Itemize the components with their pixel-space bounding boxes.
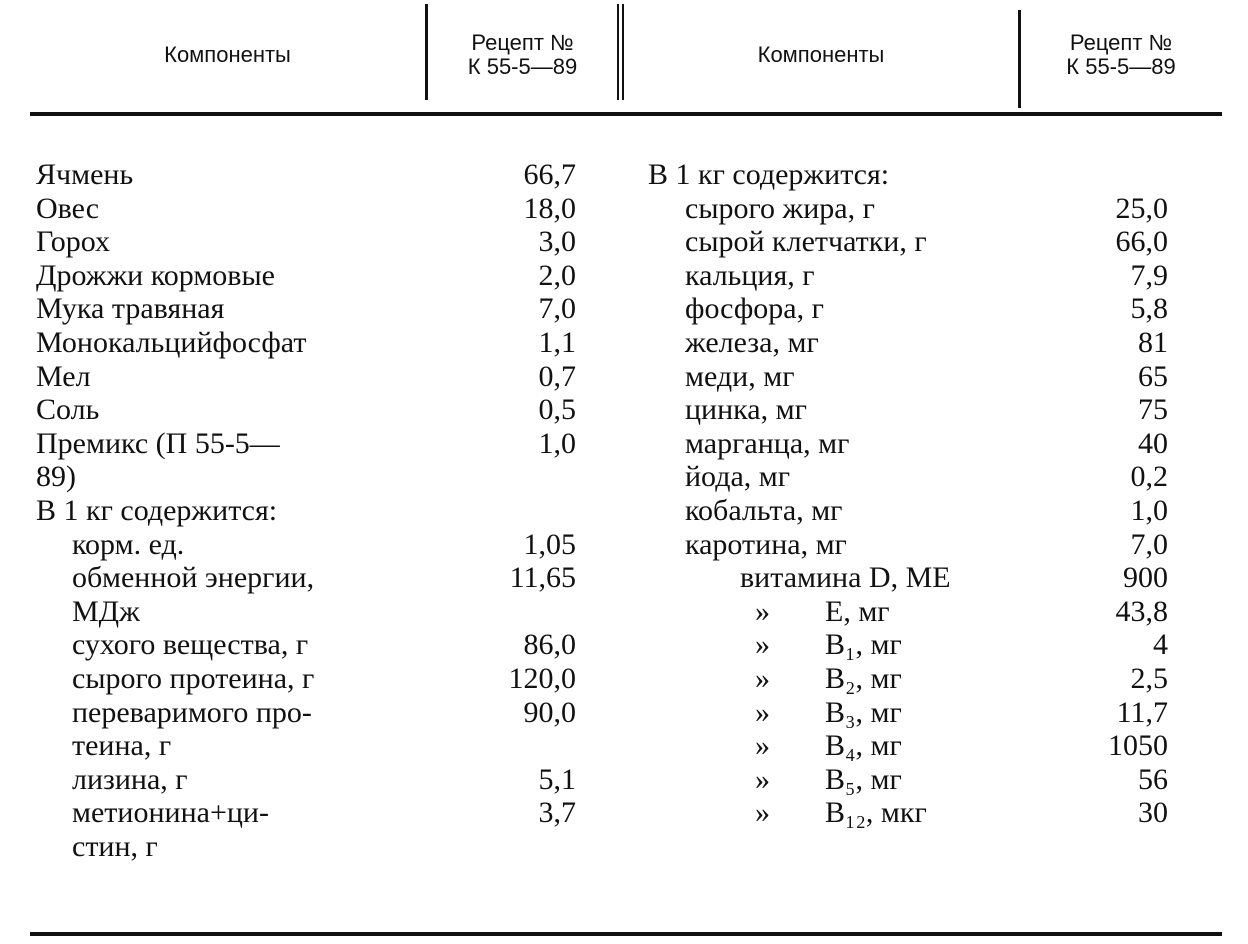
left-component-label: Горох bbox=[36, 225, 110, 259]
right-component-label: каротина, мг bbox=[685, 527, 847, 561]
left-component-label: МДж bbox=[72, 594, 140, 628]
left-component-label: В 1 кг содержится: bbox=[36, 494, 278, 527]
left-recipe-value: 0,7 bbox=[538, 359, 576, 393]
right-component-label: B₁₂, мкг bbox=[825, 796, 927, 830]
left-recipe-value: 1,1 bbox=[538, 326, 576, 359]
left-recipe-value: 7,0 bbox=[538, 292, 576, 326]
right-component-label: сырой клетчатки, г bbox=[685, 225, 927, 259]
right-component-label: цинка, мг bbox=[685, 393, 807, 427]
header-recipe-right: Рецепт № К 55-5—89 bbox=[1066, 30, 1176, 79]
right-recipe-value: 56 bbox=[1138, 762, 1168, 796]
right-ditto-mark: » bbox=[755, 594, 770, 628]
top-rule bbox=[30, 112, 1222, 116]
right-recipe-value: 25,0 bbox=[1115, 191, 1168, 225]
right-recipe-value: 1,0 bbox=[1130, 494, 1168, 527]
right-component-label: йода, мг bbox=[685, 460, 791, 494]
right-recipe-value: 66,0 bbox=[1115, 225, 1168, 259]
right-ditto-mark: » bbox=[755, 628, 770, 662]
right-component-label: кобальта, мг bbox=[685, 494, 843, 527]
right-recipe-value: 0,2 bbox=[1130, 460, 1168, 494]
right-component-label: B₂, мг bbox=[825, 662, 902, 695]
header-recipe-left: Рецепт № К 55-5—89 bbox=[467, 30, 578, 79]
left-component-label: Овес bbox=[36, 191, 100, 225]
right-component-label: сырого жира, г bbox=[685, 191, 875, 225]
right-recipe-value: 40 bbox=[1138, 426, 1168, 460]
left-component-label: стин, г bbox=[72, 830, 158, 863]
right-recipe-value: 1050 bbox=[1108, 729, 1168, 763]
left-component-label: лизина, г bbox=[72, 762, 188, 796]
header-components-left: Компоненты bbox=[164, 42, 291, 67]
right-component-label: Е, мг bbox=[825, 594, 890, 628]
left-component-label: сухого вещества, г bbox=[72, 628, 309, 662]
right-component-label: B₄, мг bbox=[825, 729, 902, 763]
left-component-label: обменной энергии, bbox=[72, 561, 315, 595]
left-component-label: Ячмень bbox=[36, 158, 134, 191]
left-component-label: 89) bbox=[36, 460, 76, 494]
left-component-label: Мел bbox=[36, 359, 91, 393]
header-divider-2a bbox=[617, 4, 619, 100]
right-ditto-mark: » bbox=[755, 796, 770, 830]
right-recipe-value: 900 bbox=[1123, 561, 1168, 595]
left-component-label: теина, г bbox=[72, 729, 172, 763]
left-recipe-value: 18,0 bbox=[523, 191, 576, 225]
left-component-label: переваримого про- bbox=[72, 695, 312, 729]
right-recipe-value: 65 bbox=[1138, 359, 1168, 393]
right-recipe-value: 75 bbox=[1138, 393, 1168, 427]
right-recipe-value: 5,8 bbox=[1130, 292, 1168, 326]
left-recipe-value: 11,65 bbox=[509, 561, 576, 595]
left-recipe-value: 5,1 bbox=[538, 762, 576, 796]
right-component-label: марганца, мг bbox=[685, 426, 850, 460]
left-recipe-value: 3,7 bbox=[538, 796, 576, 830]
left-recipe-value: 1,05 bbox=[523, 527, 576, 561]
right-component-label: меди, мг bbox=[685, 359, 795, 393]
left-component-label: Мука травяная bbox=[36, 292, 225, 326]
right-ditto-mark: » bbox=[755, 662, 770, 695]
right-recipe-value: 2,5 bbox=[1130, 662, 1168, 695]
left-component-label: Соль bbox=[36, 393, 100, 427]
right-section-heading: В 1 кг содержится: bbox=[648, 158, 890, 191]
left-component-label: корм. ед. bbox=[72, 527, 185, 561]
left-recipe-value: 86,0 bbox=[523, 628, 576, 662]
right-component-label: B₃, мг bbox=[825, 695, 902, 729]
right-recipe-value: 11,7 bbox=[1116, 695, 1168, 729]
right-component-label: B₁, мг bbox=[825, 628, 902, 662]
left-component-label: Дрожжи кормовые bbox=[36, 258, 275, 292]
right-ditto-mark: » bbox=[755, 762, 770, 796]
left-recipe-value: 3,0 bbox=[538, 225, 576, 259]
left-component-label: Монокальцийфосфат bbox=[36, 326, 307, 359]
left-recipe-value: 1,0 bbox=[538, 426, 576, 460]
right-recipe-value: 7,9 bbox=[1130, 258, 1168, 292]
right-recipe-value: 7,0 bbox=[1130, 527, 1168, 561]
right-ditto-mark: » bbox=[755, 729, 770, 763]
right-recipe-value: 4 bbox=[1153, 628, 1168, 662]
right-component-label: B₅, мг bbox=[825, 762, 902, 796]
left-component-label: сырого протеина, г bbox=[72, 662, 315, 695]
left-recipe-value: 120,0 bbox=[508, 662, 576, 695]
left-recipe-value: 2,0 bbox=[538, 258, 576, 292]
left-recipe-value: 0,5 bbox=[538, 393, 576, 427]
left-component-label: Премикс (П 55-5— bbox=[36, 426, 280, 460]
left-recipe-value: 90,0 bbox=[523, 695, 576, 729]
left-recipe-value: 66,7 bbox=[523, 158, 576, 191]
right-component-label: железа, мг bbox=[685, 326, 819, 359]
right-recipe-value: 81 bbox=[1138, 326, 1168, 359]
bottom-rule bbox=[30, 932, 1222, 936]
right-recipe-value: 30 bbox=[1138, 796, 1168, 830]
right-ditto-mark: » bbox=[755, 695, 770, 729]
right-component-label: фосфора, г bbox=[685, 292, 824, 326]
right-component-label: витамина D, МЕ bbox=[740, 561, 951, 595]
right-recipe-value: 43,8 bbox=[1115, 594, 1168, 628]
right-component-label: кальция, г bbox=[685, 258, 815, 292]
left-component-label: метионина+ци- bbox=[72, 796, 269, 830]
header-components-right: Компоненты bbox=[757, 42, 885, 67]
